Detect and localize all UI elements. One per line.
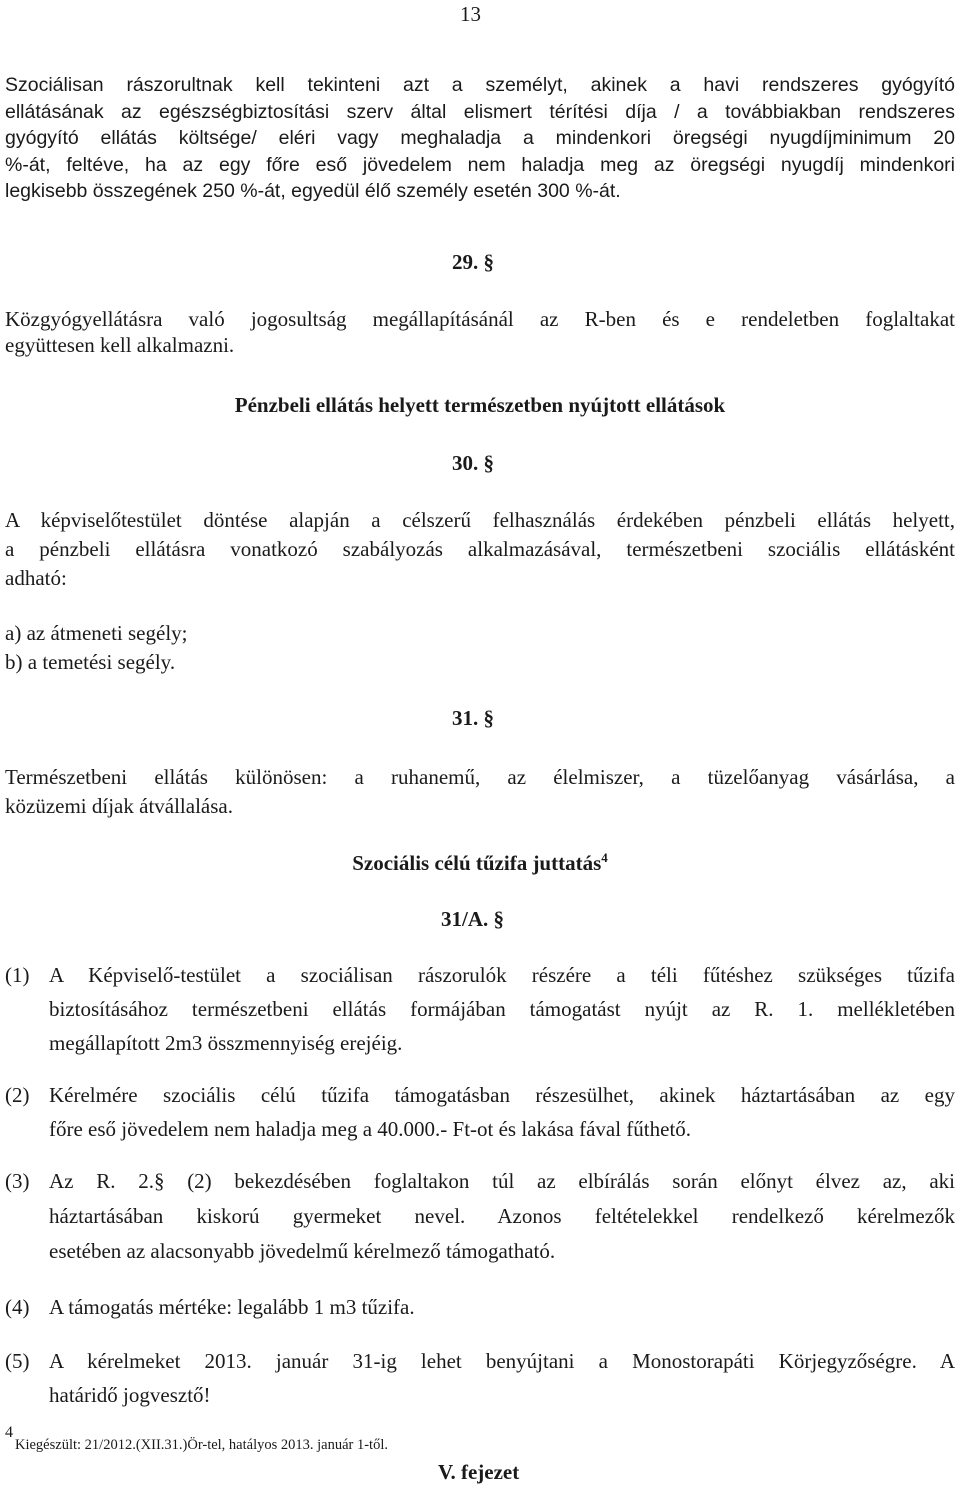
footnote-reference: 4 [601,850,608,865]
paragraph-line: Természetbeni ellátás különösen: a ruhanemű, az élelmiszer, a tüzelőanyag vásárlása, a [5,765,955,789]
item-number: (5) [5,1349,30,1373]
section-31-text [5,763,955,821]
item-line: biztosításához természetbeni ellátás formájában támogatást nyújt az R. 1. mellékletében [49,997,955,1021]
section-31a-item-5 [5,1344,955,1412]
section-30-text [5,506,955,593]
section-31a-item-4 [5,1290,955,1324]
paragraph-line: Szociálisan rászorultnak kell tekinteni azt a személyt, akinek a havi rendszeres gyógyító [5,74,955,96]
paragraph-line: legkisebb összegének 250 %-át, egyedül élő személy esetén 300 %-át. [5,180,621,202]
footnote-text: Kiegészült: 21/2012.(XII.31.)Ör-tel, hatályos 2013. január 1-től. [15,1437,388,1453]
paragraph-social-need [5,72,955,205]
section-30-heading: 30. § [452,451,494,475]
item-line: A kérelmeket 2013. január 31-ig lehet benyújtani a Monostorapáti Körjegyzőségre. A [49,1349,955,1373]
item-line: háztartásában kiskorú gyermeket nevel. Azonos feltételekkel rendelkező kérelmezők [49,1204,955,1228]
section-30-list [5,619,188,677]
page-number: 13 [460,2,481,26]
item-line: Az R. 2.§ (2) bekezdésében foglaltakon túl az elbírálás során előnyt élvez az, aki [49,1169,955,1193]
item-line: határidő jogvesztő! [49,1383,211,1407]
list-item: a) az átmeneti segély; [5,621,188,645]
item-line: főre eső jövedelem nem haladja meg a 40.000.- Ft-ot és lakása fával fűthető. [49,1117,692,1141]
item-line: A Képviselő-testület a szociálisan rászorulók részére a téli fűtéshez szükséges tűzifa [49,963,955,987]
item-line: megállapított 2m3 összmennyiség erejéig. [49,1031,403,1055]
paragraph-line: közüzemi díjak átvállalása. [5,794,233,818]
section-29-heading: 29. § [452,250,494,274]
paragraph-line: A képviselőtestület döntése alapján a célszerű felhasználás érdekében pénzbeli ellátás helyett, [5,508,955,532]
chapter-heading: V. fejezet [438,1460,520,1484]
section-29-text [5,306,955,358]
section-31-heading: 31. § [452,706,494,730]
section-31a-item-2 [5,1078,955,1146]
paragraph-line: együttesen kell alkalmazni. [5,333,235,357]
subtitle-text: Szociális célú tűzifa juttatás [352,851,602,875]
footnote-number: 4 [5,1424,13,1441]
section-31a-heading: 31/A. § [441,907,504,931]
item-number: (4) [5,1295,30,1319]
item-number: (3) [5,1169,30,1193]
list-item: b) a temetési segély. [5,650,176,674]
subtitle-in-kind-benefits: Pénzbeli ellátás helyett természetben nyújtott ellátások [234,393,726,417]
item-line: esetében az alacsonyabb jövedelmű kérelmező támogatható. [49,1239,556,1263]
paragraph-line: gyógyító ellátás költsége/ eléri vagy meghaladja a mindenkori öregségi nyugdíjminimum 20 [5,127,955,149]
item-number: (2) [5,1083,30,1107]
paragraph-line: a pénzbeli ellátásra vonatkozó szabályozás alkalmazásával, természetbeni szociális ellátásként [5,537,955,561]
paragraph-line: %-át, feltéve, ha az egy főre eső jövedelem nem haladja meg az öregségi nyugdíj mindenkori [5,153,955,176]
item-number: (1) [5,963,30,987]
section-31a-item-1 [5,958,955,1060]
paragraph-line: adható: [5,566,67,590]
paragraph-line: ellátásának az egészségbiztosítási szerv által elismert térítési díja / a továbbiakban rendszeres [5,100,955,123]
section-31a-item-3 [5,1164,955,1269]
item-line: Kérelmére szociális célú tűzifa támogatásban részesülhet, akinek háztartásában az egy [49,1083,955,1107]
paragraph-line: Közgyógyellátásra való jogosultság megállapításánál az R-ben és e rendeletben foglaltakat [5,307,955,331]
subtitle-firewood [0,851,960,876]
item-line: A támogatás mértéke: legalább 1 m3 tűzifa. [49,1295,415,1319]
